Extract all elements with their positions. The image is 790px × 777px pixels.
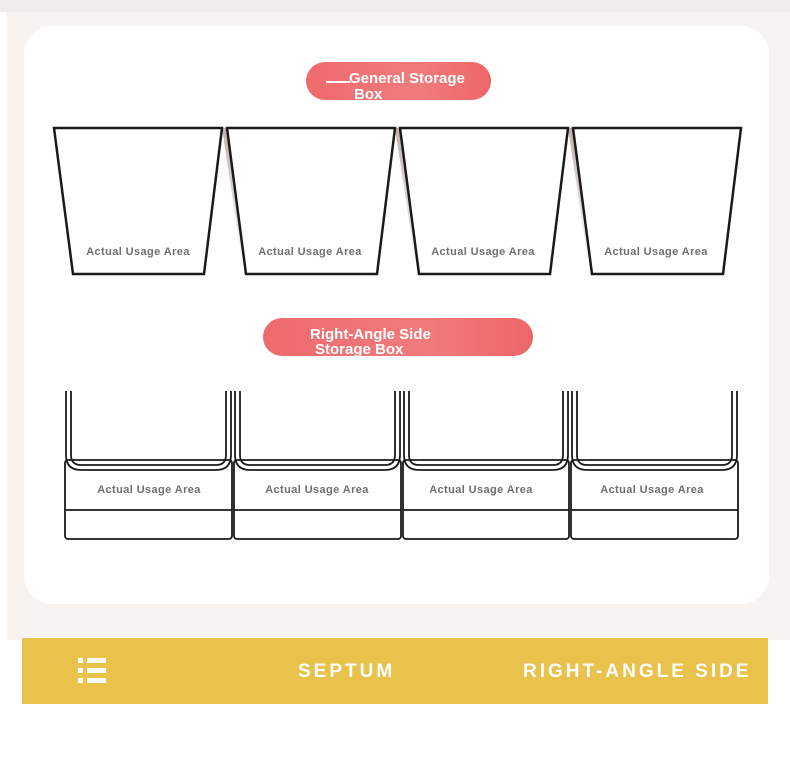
actual-usage-area-label: Actual Usage Area (600, 484, 704, 496)
right-angle-box-4 (571, 391, 738, 539)
right-angle-box-3 (403, 391, 569, 539)
actual-usage-area-label: Actual Usage Area (431, 246, 535, 258)
actual-usage-area-label: Actual Usage Area (429, 484, 533, 496)
right-angle-box-2 (234, 391, 401, 539)
bottom-nav-bar (22, 638, 768, 704)
list-icon[interactable] (78, 658, 108, 684)
actual-usage-area-label: Actual Usage Area (97, 484, 201, 496)
actual-usage-area-label: Actual Usage Area (258, 246, 362, 258)
right-angle-title-line2: Storage Box (315, 341, 404, 356)
general-title-line2: Box (354, 86, 383, 100)
tab-right-angle-side[interactable]: RIGHT-ANGLE SIDE (523, 661, 752, 682)
tab-septum[interactable]: SEPTUM (298, 661, 396, 682)
right-angle-title-line1: Right-Angle Side (310, 326, 431, 343)
actual-usage-area-label: Actual Usage Area (265, 484, 369, 496)
right-angle-box-1 (65, 391, 232, 539)
actual-usage-area-label: Actual Usage Area (604, 246, 708, 258)
general-title-line1: General Storage (349, 70, 465, 87)
actual-usage-area-label: Actual Usage Area (86, 246, 190, 258)
